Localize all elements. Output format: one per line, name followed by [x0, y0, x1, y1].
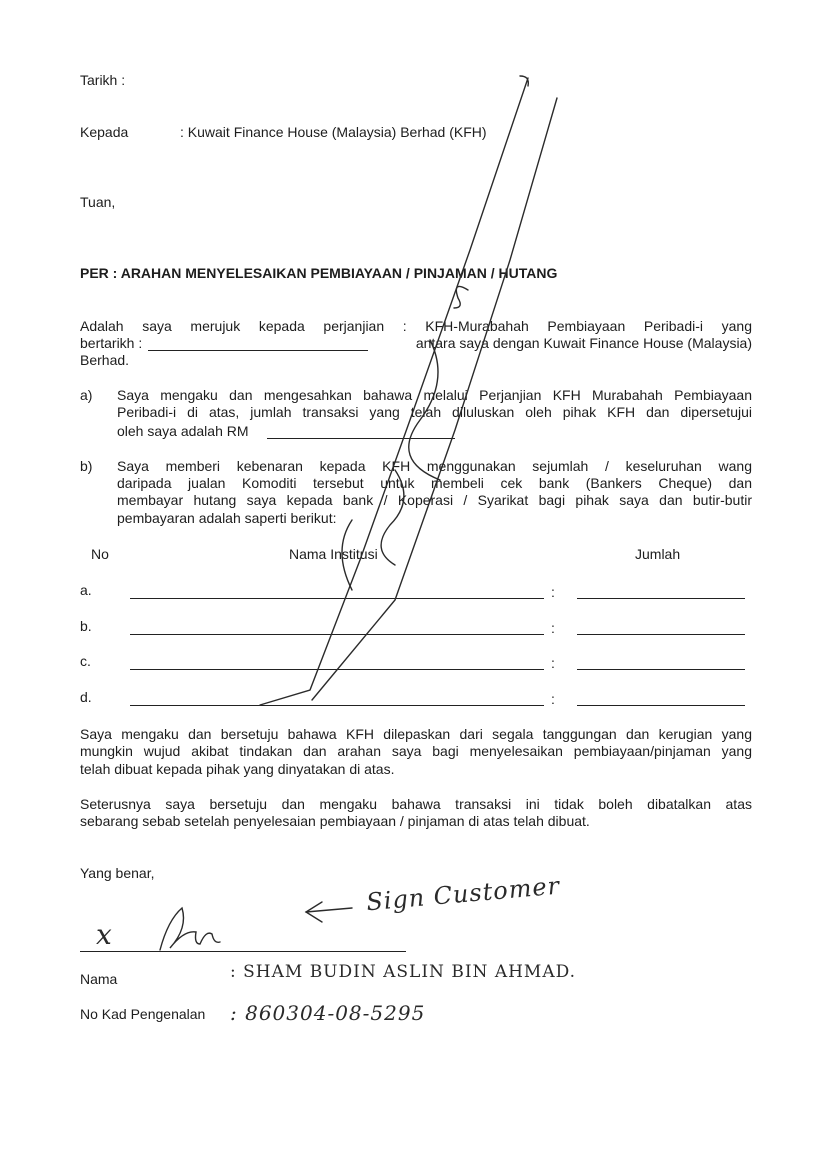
- clause-b-line-3: membayar hutang saya kepada bank / Koperasi / Syarikat bagi pihak saya dan butir-butir: [117, 492, 752, 508]
- table-header-amount: Jumlah: [635, 546, 681, 562]
- cancel-stroke-right: [312, 98, 557, 700]
- closing-text: Yang benar,: [80, 865, 155, 881]
- clause-a-line-2: Peribadi-i di atas, jumlah transaksi yang telah diluluskan oleh pihak KFH dan dipersetujui: [117, 404, 752, 420]
- irrevocable-line-1: Seterusnya saya bersetuju dan mengaku bahawa transaksi ini tidak boleh dibatalkan atas: [80, 796, 752, 812]
- ic-value: : 860304-08-5295: [230, 1001, 426, 1025]
- cancel-stroke-left: [260, 78, 528, 705]
- loop-mark: [342, 520, 352, 590]
- clause-b-line-2: daripada jualan Komoditi tersebut untuk membeli cek bank (Bankers Cheque) dan: [117, 475, 752, 491]
- row-colon: :: [551, 584, 555, 600]
- recipient-label: Kepada: [80, 124, 129, 140]
- clause-a-line-1: Saya mengaku dan mengesahkan bahawa melalui Perjanjian KFH Murabahah Pembiayaan: [117, 387, 752, 403]
- arrow-shaft: [306, 908, 352, 912]
- clause-a-line-3: oleh saya adalah RM: [117, 423, 249, 439]
- name-value: : SHAM BUDIN ASLIN BIN AHMAD.: [230, 962, 577, 982]
- intro-line-2: antara saya dengan Kuwait Finance House (Malaysia): [415, 335, 752, 351]
- sign-customer-note: Sign Customer: [365, 871, 562, 917]
- signature-x-mark: x: [96, 918, 113, 951]
- loop-mark: [381, 470, 404, 565]
- row-colon: :: [551, 691, 555, 707]
- clause-b-marker: b): [80, 458, 93, 474]
- release-line-3: telah dibuat kepada pihak yang dinyatakan di atas.: [80, 761, 395, 777]
- ic-label: No Kad Pengenalan: [80, 1006, 206, 1022]
- clause-a-marker: a): [80, 387, 93, 403]
- name-label: Nama: [80, 971, 118, 987]
- release-line-2: mungkin wujud akibat tindakan dan arahan saya bagi menyelesaikan pembiayaan/pinjaman yang: [80, 743, 752, 759]
- row-colon: :: [551, 620, 555, 636]
- table-header-no: No: [91, 546, 109, 562]
- clause-b-line-1: Saya memberi kebenaran kepada KFH menggunakan sejumlah / keseluruhan wang: [117, 458, 752, 474]
- table-row-label: a.: [80, 582, 92, 598]
- row-colon: :: [551, 655, 555, 671]
- intro-dated-label: bertarikh :: [80, 335, 143, 351]
- table-row-label: d.: [80, 689, 92, 705]
- salutation: Tuan,: [80, 194, 116, 210]
- intro-line-3: Berhad.: [80, 352, 130, 368]
- table-row-label: b.: [80, 618, 92, 634]
- table-row-label: c.: [80, 653, 91, 669]
- subject-title: PER : ARAHAN MENYELESAIKAN PEMBIAYAAN / PINJAMAN / HUTANG: [80, 265, 558, 281]
- irrevocable-line-2: sebarang sebab setelah penyelesaian pembiayaan / pinjaman di atas telah dibuat.: [80, 813, 590, 829]
- signature-squiggle: [160, 908, 220, 950]
- date-label: Tarikh :: [80, 72, 126, 88]
- recipient-value: : Kuwait Finance House (Malaysia) Berhad (KFH): [180, 124, 487, 140]
- initials-mark: [454, 286, 468, 308]
- intro-line-1: Adalah saya merujuk kepada perjanjian : KFH-Murabahah Pembiayaan Peribadi-i yang: [80, 318, 752, 334]
- table-header-institution: Nama Institusi: [289, 546, 378, 562]
- release-line-1: Saya mengaku dan bersetuju bahawa KFH dilepaskan dari segala tanggungan dan kerugian yang: [80, 726, 752, 742]
- clause-b-line-4: pembayaran adalah saperti berikut:: [117, 510, 337, 526]
